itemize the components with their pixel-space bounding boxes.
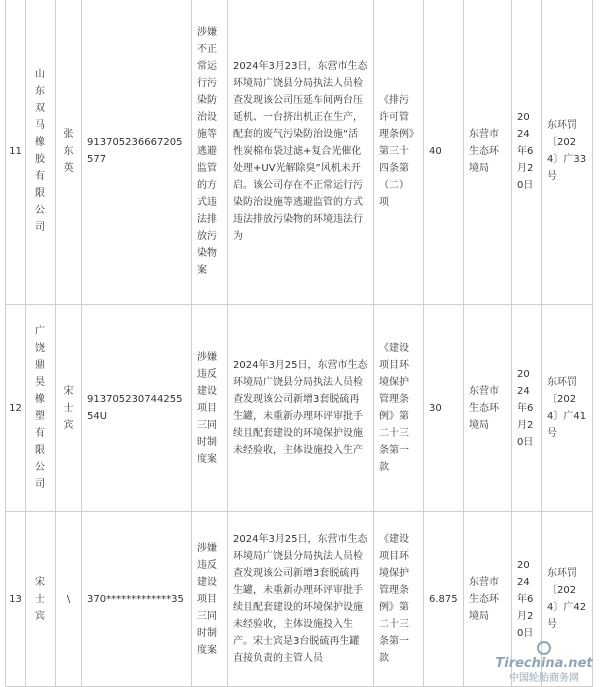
penalty-basis: 《排污许可管理条例》第三十四条第（二）项 xyxy=(374,0,424,305)
company-name: 山东双马橡胶有限公司 xyxy=(26,0,56,305)
violation-type: 涉嫌违反建设项目三同时制度案 xyxy=(192,512,228,687)
violation-type: 涉嫌违反建设项目三同时制度案 xyxy=(192,305,228,512)
table-row xyxy=(6,305,593,512)
row-number: 12 xyxy=(6,305,26,512)
violation-facts: 2024年3月25日，东营市生态环境局广饶县分局执法人员检查发现该公司新增3套脱硫再生罐，未重新办理环评审批手续且配套建设的环境保护设施未经验收，主体设施投入生产 xyxy=(228,305,374,512)
authority: 东营市生态环境局 xyxy=(464,0,512,305)
authority: 东营市生态环境局 xyxy=(464,305,512,512)
decision-date: 2024年6月20日 xyxy=(512,0,542,305)
credit-code: 370*************35 xyxy=(82,512,192,687)
company-name: 广饶鼎昊橡塑有限公司 xyxy=(26,305,56,512)
legal-person: 张东英 xyxy=(56,0,82,305)
violation-facts: 2024年3月25日，东营市生态环境局广饶县分局执法人员检查发现该公司新增3套脱硫再生罐，未重新办理环评审批手续且配套建设的环境保护设施未经验收，主体设施投入生产。宋士宾是3台脱硫再生罐直接负责的主管人员 xyxy=(228,512,374,687)
penalty-basis: 《建设项目环境保护管理条例》第二十三条第一款 xyxy=(374,512,424,687)
watermark-subtitle: 中国轮胎商务网 xyxy=(509,673,579,684)
penalty-table xyxy=(5,0,593,687)
authority: 东营市生态环境局 xyxy=(464,512,512,687)
credit-code: 91370523074425554U xyxy=(82,305,192,512)
legal-person: 宋士宾 xyxy=(56,305,82,512)
decision-date: 2024年6月20日 xyxy=(512,305,542,512)
legal-person: \ xyxy=(56,512,82,687)
document-number: 东环罚〔2024〕广33号 xyxy=(542,0,593,305)
document-number: 东环罚〔2024〕广42号 xyxy=(542,512,593,687)
tire-logo-icon xyxy=(537,641,551,655)
table-row xyxy=(6,0,593,305)
document-number: 东环罚〔2024〕广41号 xyxy=(542,305,593,512)
penalty-amount: 40 xyxy=(424,0,464,305)
credit-code: 913705236667205577 xyxy=(82,0,192,305)
company-name: 宋士宾 xyxy=(26,512,56,687)
violation-type: 涉嫌不正常运行污染防治设施等逃避监管的方式违法排放污染物案 xyxy=(192,0,228,305)
row-number: 11 xyxy=(6,0,26,305)
penalty-amount: 30 xyxy=(424,305,464,512)
penalty-amount: 6.875 xyxy=(424,512,464,687)
violation-facts: 2024年3月23日，东营市生态环境局广饶县分局执法人员检查发现该公司压延车间两台压延机、一台挤出机正在生产，配套的废气污染防治设施“活性炭棉布袋过滤+复合光催化处理+UV光解除臭”风机未开启。该公司存在不正常运行污染防治设施等逃避监管的方式违法排放污染物的环境违法行为 xyxy=(228,0,374,305)
watermark-logo-text: Tirechina.net xyxy=(495,656,593,671)
row-number: 13 xyxy=(6,512,26,687)
site-watermark xyxy=(492,640,596,684)
penalty-basis: 《建设项目环境保护管理条例》第二十三条第一款 xyxy=(374,305,424,512)
decision-date: 2024年6月20日 xyxy=(512,512,542,687)
